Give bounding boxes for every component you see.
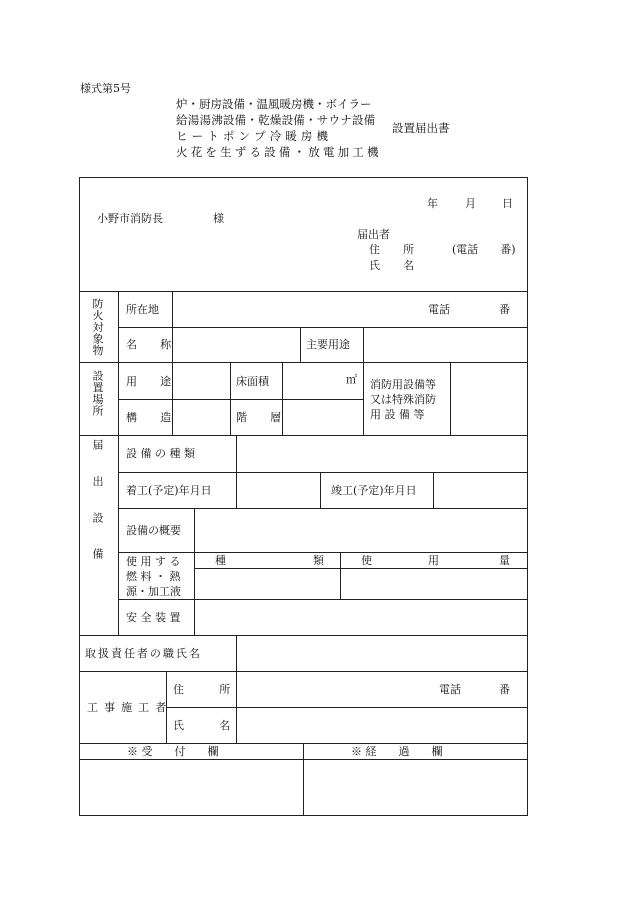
- location-label: 所在地: [126, 303, 159, 316]
- fuel-label: [126, 554, 181, 599]
- notification-form: [79, 177, 528, 816]
- contractor-name-label: 氏 名: [173, 719, 243, 732]
- location-input-area[interactable]: [173, 292, 406, 327]
- safety-device-label: 安 全 装 置: [126, 611, 181, 624]
- date-month-label: 月: [465, 197, 476, 210]
- date-year-label: 年: [427, 197, 438, 210]
- structure-label: 構 造: [126, 411, 178, 424]
- kind-header-1: 種: [215, 554, 226, 567]
- floor-level-label: 階 層: [236, 411, 288, 424]
- fuel-amount-input-area[interactable]: [341, 569, 527, 599]
- fire-object-section-label: 防火対象物: [91, 298, 104, 356]
- fire-equipment-input-area[interactable]: [451, 363, 527, 435]
- title-line: ヒ ー ト ポ ン プ 冷 暖 房 機: [176, 129, 329, 143]
- title-line: 給湯湯沸設備・乾燥設備・サウナ設備: [176, 113, 376, 127]
- fuel-label-line: 燃 料 ・ 熱: [126, 570, 181, 583]
- main-use-label: 主要用途: [306, 338, 350, 351]
- completion-date-label: 竣工(予定)年月日: [331, 484, 417, 497]
- addressee: 小野市消防長: [97, 212, 163, 225]
- equipment-type-input-area[interactable]: [237, 436, 527, 472]
- install-place-section-label: 設置場所: [91, 370, 104, 417]
- equipment-overview-input-area[interactable]: [195, 509, 527, 552]
- floor-level-input-area[interactable]: [283, 400, 363, 435]
- date-day-label: 日: [502, 197, 513, 210]
- fire-equipment-label-line: 消防用設備等: [370, 378, 436, 391]
- start-date-input-area[interactable]: [237, 473, 320, 508]
- safety-device-input-area[interactable]: [195, 600, 527, 635]
- title-line: 火 花 を 生 ず る 設 備 ・ 放 電 加 工 機: [176, 145, 379, 159]
- applicant-name-label: 氏 名: [369, 259, 421, 272]
- location-phone-label: 電話: [428, 303, 450, 316]
- equipment-overview-label: 設備の概要: [126, 524, 181, 537]
- floor-area-input-area[interactable]: [283, 363, 343, 399]
- fire-equipment-label-line: 又は特殊消防: [370, 393, 436, 406]
- structure-input-area[interactable]: [173, 400, 230, 435]
- fire-equipment-label-line: 用 設 備 等: [370, 408, 425, 421]
- applicant-label: 届出者: [357, 228, 390, 241]
- contractor-phone-label: 電話: [439, 683, 461, 696]
- use-label: 用 途: [126, 375, 178, 388]
- amount-header-1: 使: [361, 554, 372, 567]
- contractor-label: 工事施工者: [87, 701, 173, 714]
- use-input-area[interactable]: [173, 363, 230, 399]
- amount-header-3: 量: [499, 554, 510, 567]
- applicant-phone-note: (電話 番): [452, 243, 516, 256]
- manager-label: 取扱責任者の職氏名: [85, 647, 202, 660]
- contractor-phone-suffix: 番: [499, 683, 510, 696]
- progress-column-label: ※ 経 過 欄: [351, 745, 443, 758]
- completion-date-input-area[interactable]: [434, 473, 527, 508]
- contractor-address-label: 住 所: [173, 683, 243, 696]
- equipment-type-label: 設 備 の 種 類: [126, 447, 195, 460]
- applicant-address-label: 住 所: [369, 243, 421, 256]
- location-phone-suffix: 番: [499, 303, 510, 316]
- main-use-input-area[interactable]: [364, 328, 527, 362]
- honorific: 様: [213, 212, 224, 225]
- manager-input-area[interactable]: [237, 636, 527, 671]
- name-label: 名 称: [126, 338, 178, 351]
- amount-header-2: 用: [428, 554, 439, 567]
- floor-area-unit: ㎡: [346, 373, 357, 386]
- fuel-label-line: 使 用 す る: [126, 555, 181, 568]
- fuel-label-line: 源・加工液: [126, 585, 181, 598]
- contractor-address-input-area[interactable]: [237, 672, 427, 707]
- contractor-name-input-area[interactable]: [237, 708, 527, 743]
- floor-area-label: 床面積: [236, 375, 269, 388]
- equipment-section-label: 届出設備: [91, 439, 104, 585]
- title-suffix: 設置届出書: [392, 121, 450, 135]
- fuel-kind-input-area[interactable]: [195, 569, 340, 599]
- form-number: 様式第5号: [80, 82, 131, 95]
- receipt-column-label: ※ 受 付 欄: [127, 745, 219, 758]
- fire-equipment-label: [370, 377, 436, 422]
- kind-header-2: 類: [313, 554, 324, 567]
- document-title: [176, 96, 378, 160]
- name-input-area[interactable]: [173, 328, 300, 362]
- title-line: 炉・厨房設備・温風暖房機・ボイラー: [176, 97, 372, 111]
- start-date-label: 着工(予定)年月日: [126, 484, 212, 497]
